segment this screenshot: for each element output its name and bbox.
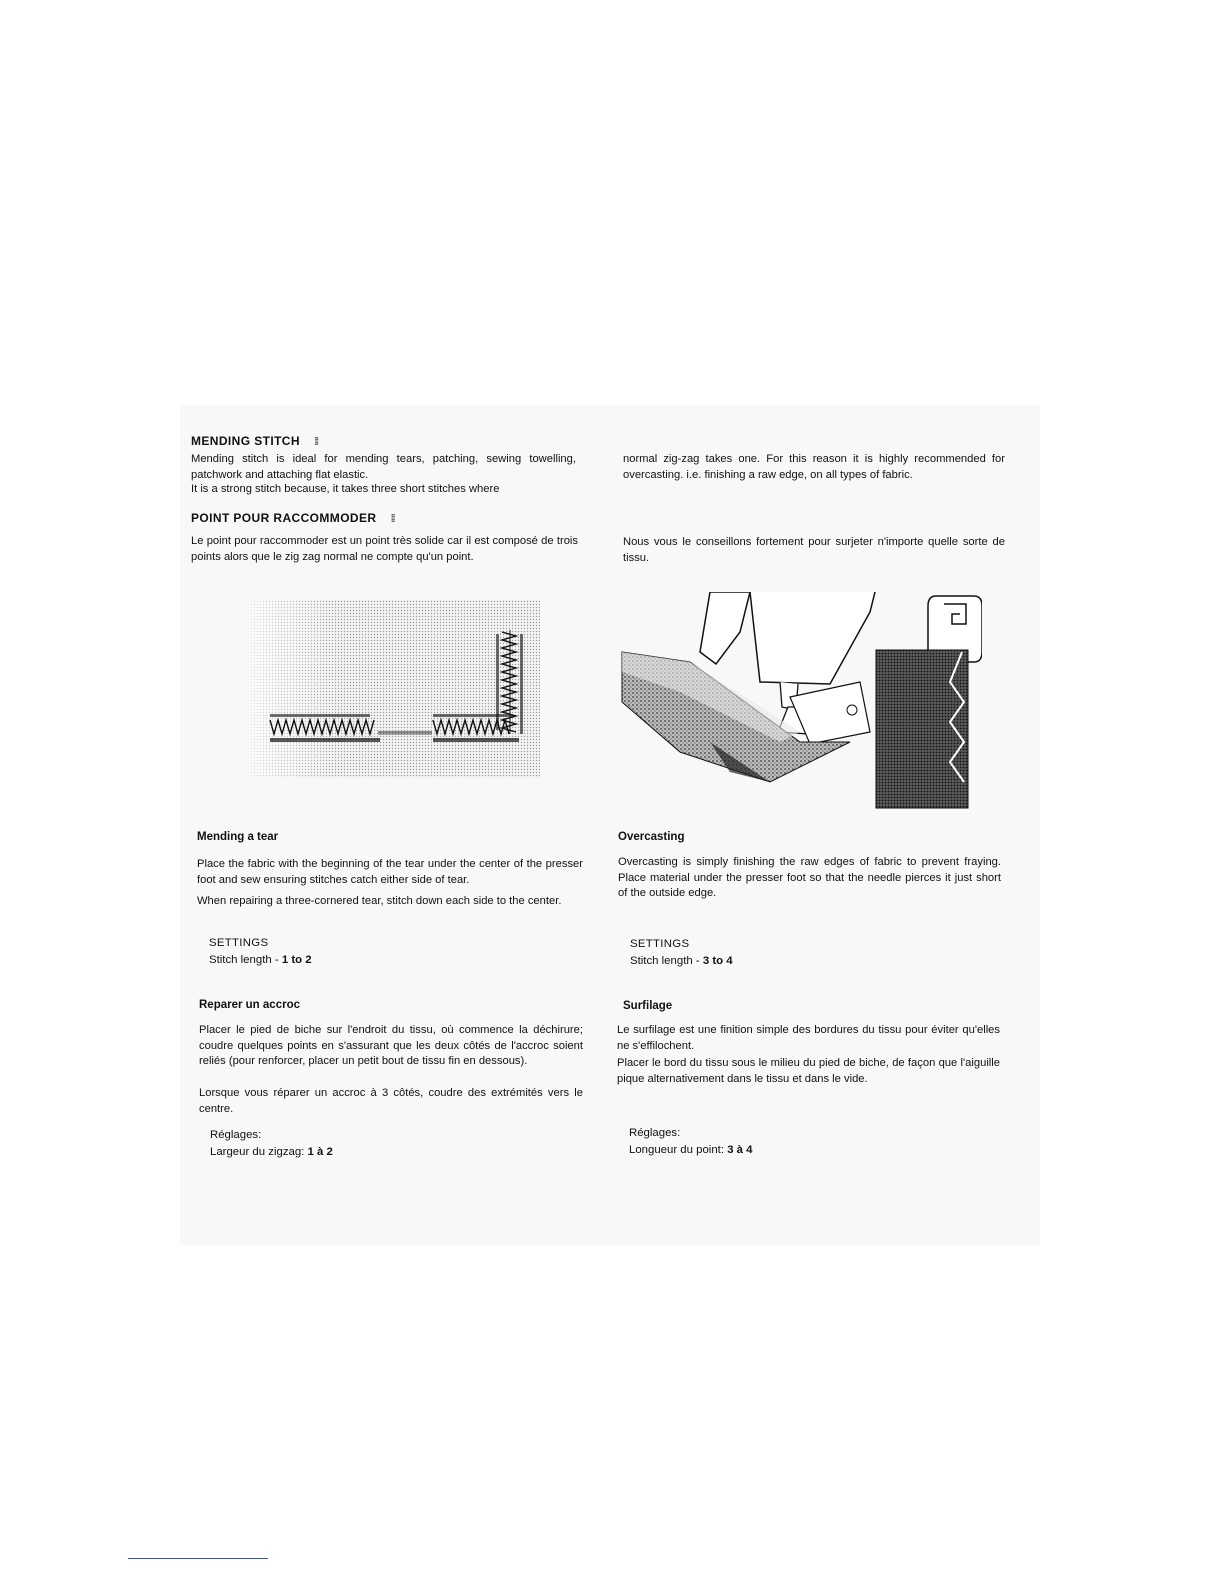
surfilage-title: Surfilage xyxy=(623,1000,673,1012)
mending-tear-paragraph: Place the fabric with the beginning of the tear under the center of the presser foot and sew ensuring stitches catch either side of tear. xyxy=(197,858,583,886)
zigzag-width-setting: Largeur du zigzag: 1 à 2 xyxy=(210,1146,333,1158)
surfilage-paragraph: Le surfilage est une finition simple des bordures du tissu pour éviter qu'elles ne s'effilochent. xyxy=(617,1024,1000,1052)
mending-stitch-heading: MENDING STITCH ⁞⁞ xyxy=(191,434,318,448)
mending-tear-settings xyxy=(209,935,312,969)
point-raccommoder-heading: POINT POUR RACCOMMODER ⁞⁞ xyxy=(191,511,394,525)
mending-tear-paragraph-2: When repairing a three-cornered tear, stitch down each side to the center. xyxy=(197,895,562,907)
settings-label: Réglages: xyxy=(629,1127,681,1139)
mending-tear-illustration xyxy=(250,600,540,778)
reparer-title: Reparer un accroc xyxy=(199,999,300,1011)
point-raccommoder-paragraph: Le point pour raccommoder est un point très solide car il est composé de trois points alors que le zig zag normal ne compte qu'un point. xyxy=(191,535,578,563)
overcasting-paragraph: Overcasting is simply finishing the raw edges of fabric to prevent fraying. Place material under the presser foot so that the needle pierces it just short of the outside edge. xyxy=(618,856,1001,899)
mending-stitch-paragraph-2: It is a strong stitch because, it takes three short stitches where xyxy=(191,483,500,495)
stitch-pattern-icon: ⁞⁞ xyxy=(390,513,394,525)
mending-tear-title: Mending a tear xyxy=(197,831,279,843)
point-raccommoder-paragraph-2: Nous vous le conseillons fortement pour surjeter n'importe quelle sorte de tissu. xyxy=(623,536,1005,564)
settings-label: Réglages: xyxy=(210,1129,262,1141)
footer-link-rule xyxy=(128,1558,268,1559)
stitch-pattern-icon: ⁞⁞ xyxy=(313,436,318,448)
stitch-length-setting: Longueur du point: 3 à 4 xyxy=(629,1144,753,1156)
surfilage-settings xyxy=(629,1125,753,1159)
surfilage-paragraph-2: Placer le bord du tissu sous le milieu du pied de biche, de façon que l'aiguille pique alternativement dans le tissu et dans le vide. xyxy=(617,1057,1000,1085)
overcasting-illustration xyxy=(620,592,982,810)
stitch-length-setting: Stitch length - 3 to 4 xyxy=(630,955,733,967)
settings-label: SETTINGS xyxy=(209,937,269,949)
reparer-settings xyxy=(210,1127,333,1161)
stitch-length-setting: Stitch length - 1 to 2 xyxy=(209,954,312,966)
overcasting-settings xyxy=(630,936,733,970)
page-background xyxy=(180,405,1040,1245)
reparer-paragraph-2: Lorsque vous réparer un accroc à 3 côtés, coudre des extrémités vers le centre. xyxy=(199,1087,583,1115)
mending-stitch-paragraph: Mending stitch is ideal for mending tears, patching, sewing towelling, patchwork and attaching flat elastic. xyxy=(191,453,576,481)
mending-stitch-paragraph-cont: normal zig-zag takes one. For this reason it is highly recommended for overcasting. i.e. finishing a raw edge, on all types of fabric. xyxy=(623,453,1005,481)
settings-label: SETTINGS xyxy=(630,938,690,950)
overcasting-title: Overcasting xyxy=(618,831,685,843)
reparer-paragraph: Placer le pied de biche sur l'endroit du tissu, où commence la déchirure; coudre quelques points en s'assurant que les deux côtés de l'accroc soient reliés (pour renforcer, placer un petit bout de tissu fin en dessous). xyxy=(199,1024,583,1067)
